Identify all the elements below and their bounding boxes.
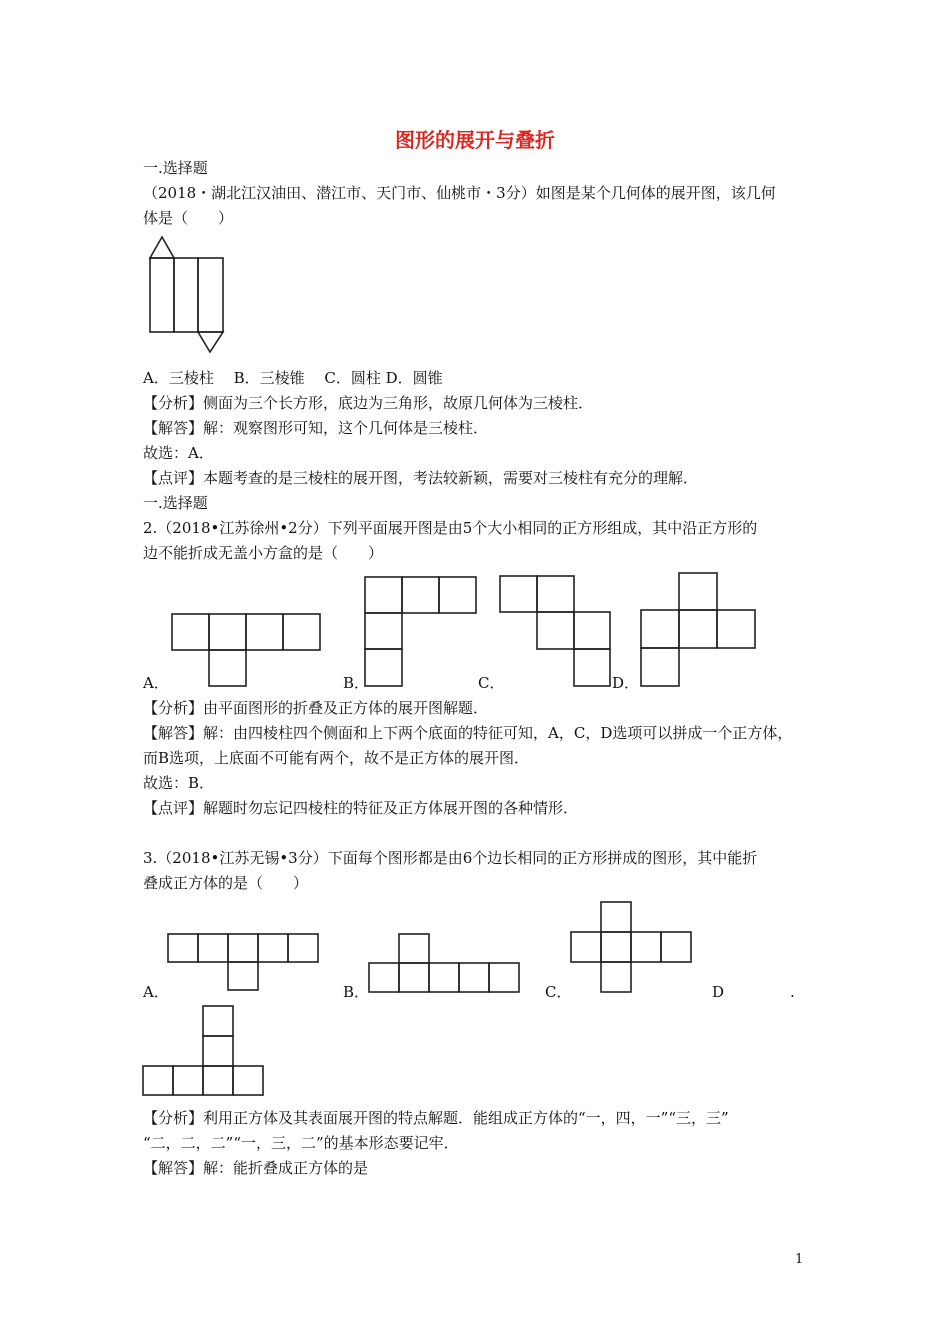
net-square <box>631 932 661 962</box>
prism-face <box>150 258 174 332</box>
net-square <box>537 612 574 649</box>
q3-stem-line1: 3.（2018•江苏无锡•3分）下面每个图形都是由6个边长相同的正方形拼成的图形，其中能折 <box>143 849 758 867</box>
q2-option-a-label: A． <box>143 674 169 692</box>
net-square <box>402 577 439 613</box>
q3-net-d-figure <box>143 1006 263 1095</box>
net-square <box>203 1006 233 1036</box>
net-square <box>574 649 610 686</box>
q2-choice: 故选：B． <box>143 774 215 792</box>
net-square <box>203 1036 233 1066</box>
q2-analysis: 【分析】由平面图形的折叠及正方体的展开图解题． <box>143 699 489 717</box>
net-square <box>258 934 288 962</box>
net-square <box>173 1066 203 1095</box>
prism-face <box>198 258 223 332</box>
net-square <box>399 934 429 963</box>
q1-prism-net-figure <box>150 237 223 352</box>
page-number: 1 <box>795 1252 804 1267</box>
q2-option-b-label: B． <box>343 674 370 692</box>
q1-analysis: 【分析】侧面为三个长方形，底边为三角形，故原几何体为三棱柱． <box>143 394 594 412</box>
q3-analysis-line1: 【分析】利用正方体及其表面展开图的特点解题．能组成正方体的“一，四，一”“三，三” <box>143 1109 729 1127</box>
net-square <box>459 963 489 992</box>
q3-net-c-figure <box>571 902 691 992</box>
net-square <box>439 577 476 613</box>
q2-option-d-label: D． <box>612 674 640 692</box>
net-square <box>601 902 631 932</box>
q1-stem-line1: （2018・湖北江汉油田、潜江市、天门市、仙桃市・3分）如图是某个几何体的展开图，该几何 <box>143 184 776 202</box>
net-square <box>365 649 402 686</box>
net-square <box>168 934 198 962</box>
net-square <box>489 963 519 992</box>
prism-top-triangle <box>150 237 174 258</box>
q3-net-b-figure <box>369 934 519 992</box>
net-square <box>679 573 717 610</box>
net-square <box>209 650 246 686</box>
q3-option-d-dot: . <box>790 983 795 1001</box>
q2-solution-line1: 【解答】解：由四棱柱四个侧面和上下两个底面的特征可知，A，C，D选项可以拼成一个正方体， <box>143 724 793 742</box>
q2-net-c-figure <box>500 576 610 686</box>
q2-comment: 【点评】解题时勿忘记四棱柱的特征及正方体展开图的各种情形． <box>143 799 579 817</box>
q2-section-heading: 一.选择题 <box>143 494 208 512</box>
q1-options: A．三棱柱 B．三棱锥 C．圆柱 D．圆锥 <box>143 369 443 387</box>
net-square <box>717 610 755 648</box>
q1-stem-line2: 体是（ ） <box>143 209 234 227</box>
q1-comment: 【点评】本题考查的是三棱柱的展开图，考法较新颖，需要对三棱柱有充分的理解． <box>143 469 699 487</box>
net-square <box>283 614 320 650</box>
q3-option-c-label: C． <box>545 983 572 1001</box>
net-square <box>571 932 601 962</box>
prism-face <box>174 258 198 332</box>
net-square <box>228 934 258 962</box>
q2-net-b-figure <box>365 577 476 686</box>
q2-net-d-figure <box>641 573 755 686</box>
q1-choice: 故选：A． <box>143 444 214 462</box>
net-square <box>601 962 631 992</box>
net-square <box>365 577 402 613</box>
q3-option-d-label: D <box>712 983 725 1001</box>
net-square <box>198 934 228 962</box>
q1-solution: 【解答】解：观察图形可知，这个几何体是三棱柱． <box>143 419 489 437</box>
net-square <box>369 963 399 992</box>
net-square <box>143 1066 173 1095</box>
net-square <box>209 614 246 650</box>
q3-solution: 【解答】解：能折叠成正方体的是 <box>143 1159 369 1177</box>
net-square <box>601 932 631 962</box>
q2-stem-line2: 边不能折成无盖小方盒的是（ ） <box>143 544 384 562</box>
net-square <box>641 610 679 648</box>
net-square <box>500 576 537 612</box>
q3-stem-line2: 叠成正方体的是（ ） <box>143 874 309 892</box>
net-square <box>365 613 402 649</box>
net-square <box>172 614 209 650</box>
net-square <box>641 648 679 686</box>
q3-net-a-figure <box>168 934 318 990</box>
net-square <box>288 934 318 962</box>
net-square <box>429 963 459 992</box>
net-square <box>399 963 429 992</box>
net-square <box>228 962 258 990</box>
net-square <box>679 610 717 648</box>
q2-net-a-figure <box>172 614 320 686</box>
q3-analysis-line2: “二，二，二”“一，三，二”的基本形态要记牢． <box>143 1134 459 1152</box>
q3-option-b-label: B． <box>343 983 370 1001</box>
net-square <box>537 576 574 612</box>
q1-section-heading: 一.选择题 <box>143 159 208 177</box>
net-square <box>661 932 691 962</box>
net-square <box>574 612 610 649</box>
net-square <box>203 1066 233 1095</box>
net-square <box>246 614 283 650</box>
net-square <box>233 1066 263 1095</box>
q3-option-a-label: A． <box>143 983 169 1001</box>
prism-bottom-triangle <box>198 332 223 352</box>
page-title: 图形的展开与叠折 <box>395 128 555 152</box>
q2-option-c-label: C． <box>478 674 505 692</box>
q2-stem-line1: 2.（2018•江苏徐州•2分）下列平面展开图是由5个大小相同的正方形组成，其中沿正方形的 <box>143 519 758 537</box>
q2-solution-line2: 而B选项，上底面不可能有两个，故不是正方体的展开图． <box>143 749 530 767</box>
